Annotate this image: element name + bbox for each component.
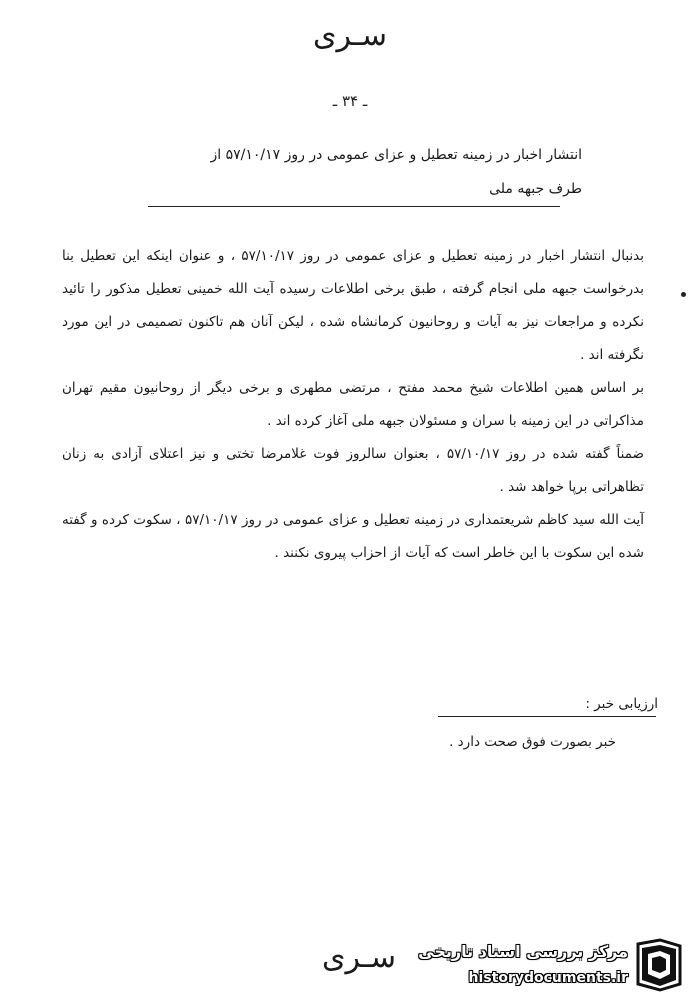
- assessment-label: ارزیابی خبر :: [585, 696, 658, 712]
- subject-divider: [148, 206, 560, 207]
- document-body: [62, 240, 644, 570]
- archive-watermark: [418, 936, 688, 996]
- archive-logo-icon: [630, 936, 688, 994]
- body-paragraph: آیت الله سید کاظم شریعتمداری در زمینه تعطیل و عزای عمومی در روز ۵۷/۱۰/۱۷ ، سکوت کرده و گفته شده این سکوت با این خاطر است که آیات از احزاب پیروی نکنند .: [62, 512, 645, 561]
- body-paragraph: بر اساس همین اطلاعات شیخ محمد مفتح ، مرتضی مطهری و برخی دیگر از روحانیون مقیم تهران مذاکراتی در این زمینه با سران و مسئولان جبهه ملی آغاز کرده اند .: [62, 380, 644, 429]
- margin-mark: [681, 292, 686, 297]
- document-subject: [112, 138, 582, 206]
- body-paragraph: بدنبال انتشار اخبار در زمینه تعطیل و عزای عمومی در روز ۵۷/۱۰/۱۷ ، و عنوان اینکه این تعطیل بنا بدرخواست جبهه ملی انجام گرفته ، طبق برخی اطلاعات رسیده آیت الله خمینی تعطیل مذکور را تائید نکرده و مراجعات نیز به آیات و روحانیون کرمانشاه شده ، لیکن آنان هم تاکنون تصمیمی در این مورد نگرفته اند .: [62, 248, 644, 363]
- watermark-title: مرکز بررسی اسناد تاریخی: [418, 942, 628, 961]
- assessment-note: خبر بصورت فوق صحت دارد .: [449, 734, 616, 750]
- page-number: ـ ۳۴ ـ: [332, 92, 368, 110]
- body-paragraph: ضمناً گفته شده در روز ۵۷/۱۰/۱۷ ، بعنوان سالروز فوت غلامرضا تختی و نیز اعتلای آزادی به زنان تظاهراتی برپا خواهد شد .: [62, 446, 644, 495]
- classification-stamp-top: سـری: [313, 18, 387, 53]
- assessment-underline: [438, 716, 656, 717]
- classification-stamp-bottom: سـری: [322, 940, 396, 975]
- subject-line-2: طرف جبهه ملی: [489, 181, 582, 197]
- watermark-url: historydocuments.ir: [468, 970, 628, 986]
- subject-line-1: انتشار اخبار در زمینه تعطیل و عزای عمومی در روز ۵۷/۱۰/۱۷ از: [210, 147, 582, 163]
